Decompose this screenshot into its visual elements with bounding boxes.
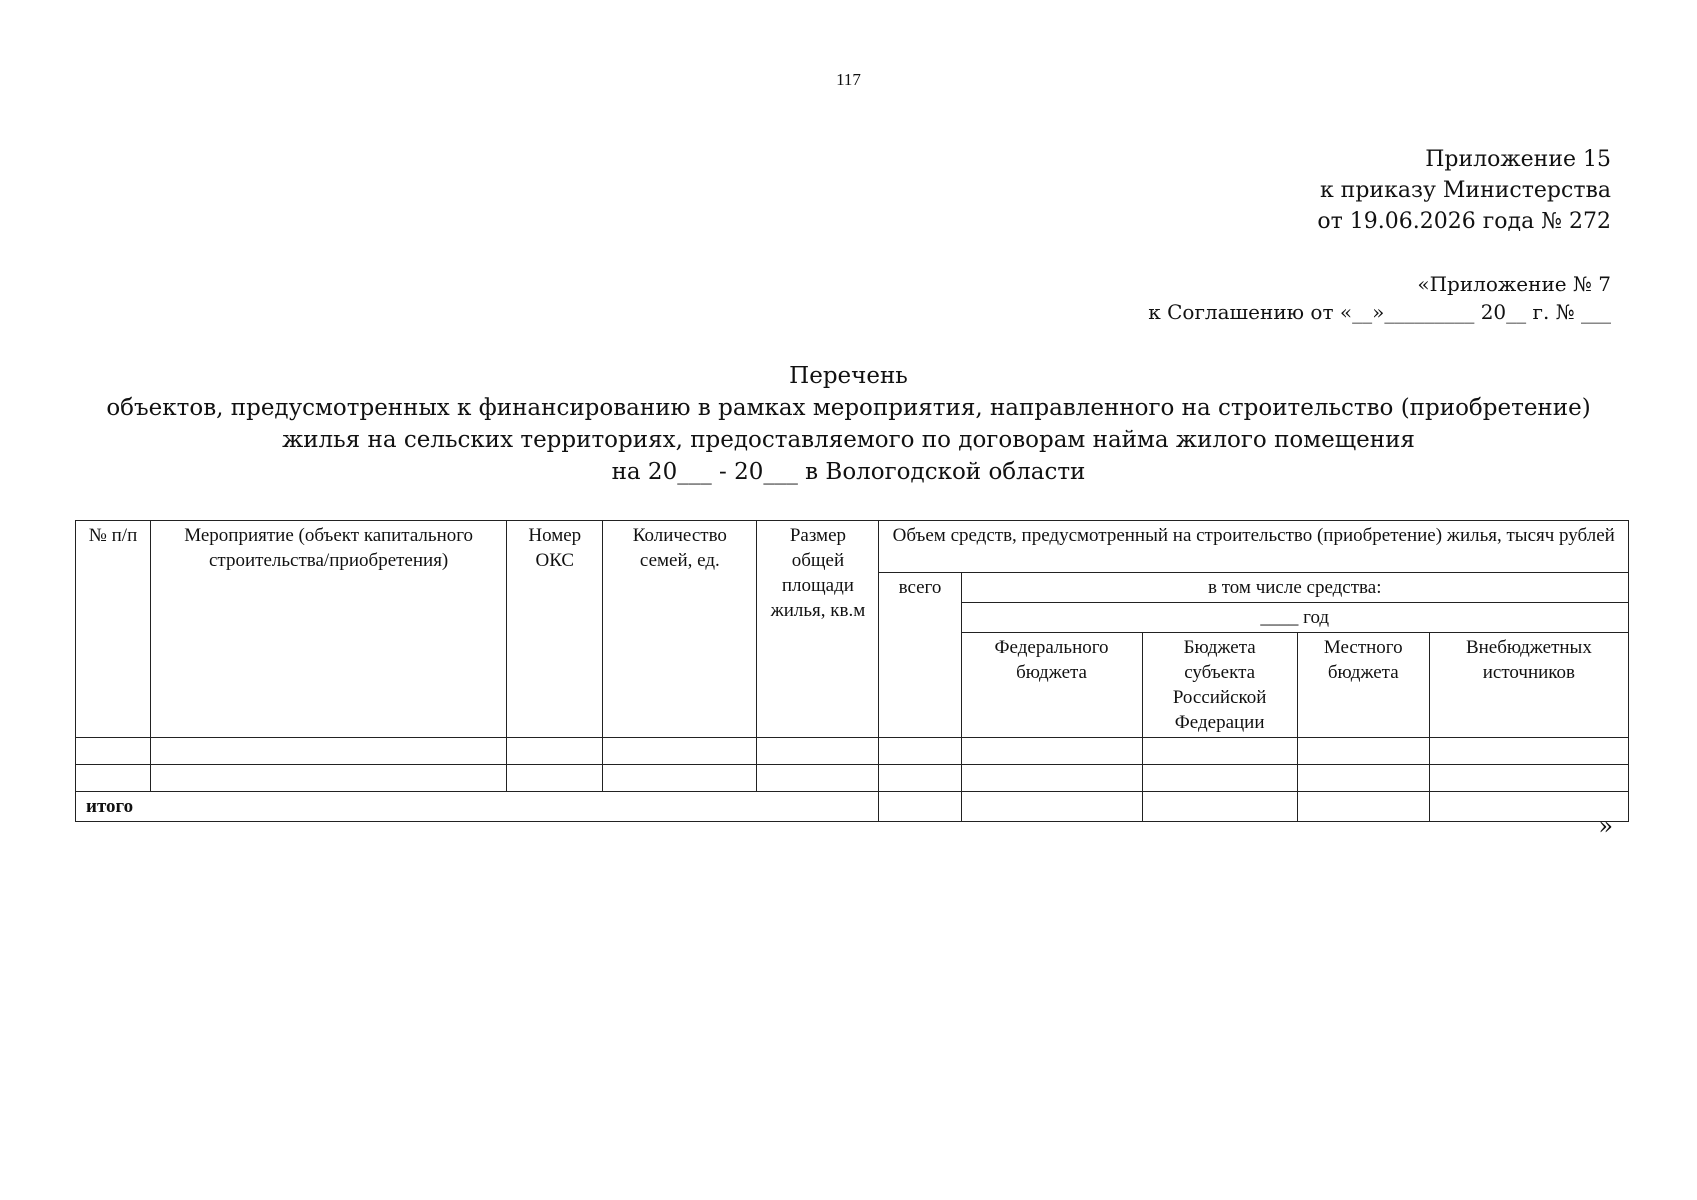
header-including: в том числе средства: [961, 573, 1629, 603]
table-cell [879, 765, 961, 792]
header-federal-budget: Федерального бюджета [961, 633, 1142, 738]
table-cell [1142, 765, 1297, 792]
table-cell [1297, 792, 1429, 822]
appendix-header [1317, 144, 1611, 237]
table-cell [961, 765, 1142, 792]
funding-table [75, 520, 1629, 822]
table-cell [151, 738, 507, 765]
document-title [0, 360, 1697, 488]
header-area: Размер общей площади жилья, кв.м [757, 521, 879, 738]
header-funding-volume: Объем средств, предусмотренный на строительство (приобретение) жилья, тысяч рублей [879, 521, 1629, 573]
table-cell [1429, 738, 1628, 765]
total-label: итого [76, 792, 879, 822]
header-subject-budget: Бюджета субъекта Российской Федерации [1142, 633, 1297, 738]
header-number: № п/п [76, 521, 151, 738]
table-row [76, 765, 1629, 792]
header-event: Мероприятие (объект капитального строительства/приобретения) [151, 521, 507, 738]
header-year: ____ год [961, 603, 1629, 633]
title-line-4: на 20___ - 20___ в Вологодской области [611, 459, 1086, 485]
table-cell [879, 738, 961, 765]
header-total: всего [879, 573, 961, 738]
title-line-3: жилья на сельских территориях, предоставляемого по договорам найма жилого помещения [282, 427, 1415, 453]
total-row [76, 792, 1629, 822]
table-cell [507, 738, 603, 765]
header-oks-number: Номер ОКС [507, 521, 603, 738]
table-cell [507, 765, 603, 792]
table-cell [1297, 738, 1429, 765]
table-cell [603, 738, 757, 765]
title-line-1: Перечень [789, 363, 908, 389]
header-families: Количество семей, ед. [603, 521, 757, 738]
table-cell [1297, 765, 1429, 792]
table-cell [757, 765, 879, 792]
table-row [76, 738, 1629, 765]
appendix-line-1: Приложение 15 [1425, 147, 1611, 172]
agreement-line-1: «Приложение № 7 [1417, 272, 1611, 296]
table-cell [76, 738, 151, 765]
table-cell [1142, 738, 1297, 765]
title-line-2: объектов, предусмотренных к финансированию в рамках мероприятия, направленного на строительство (приобретение) [106, 395, 1591, 421]
table-cell [961, 792, 1142, 822]
table-cell [603, 765, 757, 792]
header-extrabudgetary: Внебюджетных источников [1429, 633, 1628, 738]
table-cell [1429, 765, 1628, 792]
appendix-line-2: к приказу Министерства [1319, 178, 1611, 203]
header-local-budget: Местного бюджета [1297, 633, 1429, 738]
table-cell [879, 792, 961, 822]
table-cell [151, 765, 507, 792]
page-number: 117 [836, 70, 861, 89]
table-cell [961, 738, 1142, 765]
agreement-header [1148, 270, 1611, 326]
table-cell [757, 738, 879, 765]
table-cell [76, 765, 151, 792]
appendix-line-3: от 19.06.2026 года № 272 [1317, 209, 1611, 234]
agreement-line-2: к Соглашению от «__»_________ 20__ г. № ___ [1148, 300, 1611, 324]
closing-quote: » [1598, 812, 1613, 840]
table-cell [1142, 792, 1297, 822]
